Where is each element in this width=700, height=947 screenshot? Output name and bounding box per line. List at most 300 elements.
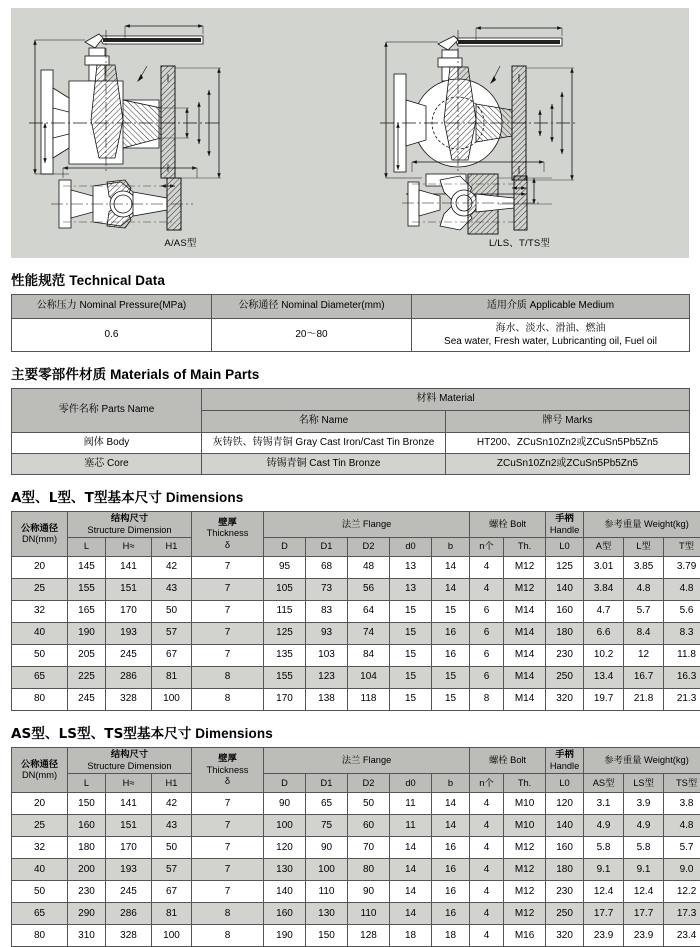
cell-n: 8: [470, 689, 504, 711]
cell-th: M12: [504, 881, 546, 903]
cell-D: 115: [264, 601, 306, 623]
table-row: [12, 433, 690, 454]
cell-H: 193: [106, 859, 152, 881]
cell-b: 15: [432, 689, 470, 711]
drawing-right-l-ls-t-ts: [350, 8, 689, 258]
th-thickness: 壁厚 Thickness δ: [192, 748, 264, 793]
cell-L0: 140: [546, 815, 584, 837]
cell-dn: 20: [12, 793, 68, 815]
cell-L: 160: [68, 815, 106, 837]
cell-L: 290: [68, 903, 106, 925]
cell-H1: 100: [152, 925, 192, 947]
drawing-left-svg: [11, 8, 350, 240]
th-bolt: 螺栓 Bolt: [470, 748, 546, 774]
table-row: [12, 903, 700, 925]
cell-D1: 75: [306, 815, 348, 837]
cell-D: 120: [264, 837, 306, 859]
cell-dn: 80: [12, 689, 68, 711]
th-sub-L0: L0: [546, 538, 584, 557]
th-sub-H: H≈: [106, 774, 152, 793]
cell-D: 90: [264, 793, 306, 815]
cell-dn: 65: [12, 903, 68, 925]
cell-thickness: 7: [192, 859, 264, 881]
cell-weight-2: 16.7: [624, 667, 664, 689]
cell-weight-3: 3.8: [664, 793, 700, 815]
th-sub-weight-t: T型: [664, 538, 700, 557]
cell-n: 4: [470, 925, 504, 947]
cell-n: 4: [470, 881, 504, 903]
drawing-panel: [11, 8, 689, 258]
cell-L: 165: [68, 601, 106, 623]
dimensions-s-body: [12, 793, 700, 947]
cell-D2: 84: [348, 645, 390, 667]
dimensions-s-heading: [11, 722, 700, 742]
cell-b: 15: [432, 601, 470, 623]
cell-D2: 48: [348, 557, 390, 579]
th-sub-H1: H1: [152, 774, 192, 793]
cell-b: 16: [432, 837, 470, 859]
cell-thickness: 8: [192, 903, 264, 925]
cell-weight-1: 4.7: [584, 601, 624, 623]
cell-weight-3: 4.8: [664, 815, 700, 837]
cell-n: 6: [470, 645, 504, 667]
cell-H1: 42: [152, 557, 192, 579]
cell-weight-2: 23.9: [624, 925, 664, 947]
cell-weight-1: 23.9: [584, 925, 624, 947]
cell-thickness: 7: [192, 815, 264, 837]
cell-H: 286: [106, 903, 152, 925]
th-sub-d0: d0: [390, 774, 432, 793]
materials-heading: [11, 363, 700, 383]
th-structure-dimension: 结构尺寸 Structure Dimension: [68, 512, 192, 538]
cell-b: 16: [432, 903, 470, 925]
cell-H: 286: [106, 667, 152, 689]
materials-heading-cn: 主要零部件材质: [11, 367, 106, 383]
cell-thickness: 7: [192, 623, 264, 645]
cell-d0: 15: [390, 623, 432, 645]
technical-data-heading-cn: 性能规范: [11, 273, 65, 289]
table-row: [12, 623, 700, 645]
table-row: [12, 454, 690, 475]
cell-D: 190: [264, 925, 306, 947]
table-row: [12, 645, 700, 667]
cell-weight-1: 6.6: [584, 623, 624, 645]
cell-th: M12: [504, 859, 546, 881]
cell-weight-2: 21.8: [624, 689, 664, 711]
cell-b: 16: [432, 645, 470, 667]
th-thickness: 壁厚 Thickness δ: [192, 512, 264, 557]
drawing-left-a-as: [11, 8, 350, 258]
cell-weight-2: 12.4: [624, 881, 664, 903]
th-material-name: 名称 Name: [202, 411, 446, 433]
cell-th: M14: [504, 667, 546, 689]
table-row: [12, 837, 700, 859]
cell-H: 193: [106, 623, 152, 645]
cell-weight-3: 11.8: [664, 645, 700, 667]
cell-d0: 13: [390, 579, 432, 601]
cell-weight-2: 5.8: [624, 837, 664, 859]
th-sub-d0: d0: [390, 538, 432, 557]
th-parts-name: 零件名称 Parts Name: [12, 389, 202, 433]
th-sub-weight-a: A型: [584, 538, 624, 557]
th-sub-D1: D1: [306, 538, 348, 557]
drawing-right-caption: L/LS、T/TS型: [350, 235, 689, 249]
cell-th: M12: [504, 557, 546, 579]
cell-weight-3: 23.4: [664, 925, 700, 947]
dimensions-s-heading-en: Dimensions: [195, 726, 273, 741]
cell-weight-1: 3.84: [584, 579, 624, 601]
cell-b: 14: [432, 793, 470, 815]
th-flange: 法兰 Flange: [264, 512, 470, 538]
cell-weight-3: 8.3: [664, 623, 700, 645]
th-sub-n: n个: [470, 538, 504, 557]
cell-L0: 180: [546, 859, 584, 881]
table-header-row: [12, 748, 700, 774]
cell-n: 6: [470, 623, 504, 645]
cell-D2: 64: [348, 601, 390, 623]
cell-d0: 15: [390, 689, 432, 711]
th-sub-weight-ls: LS型: [624, 774, 664, 793]
cell-D: 140: [264, 881, 306, 903]
cell-thickness: 7: [192, 601, 264, 623]
cell-b: 16: [432, 859, 470, 881]
cell-weight-2: 9.1: [624, 859, 664, 881]
cell-L0: 125: [546, 557, 584, 579]
cell-dn: 32: [12, 601, 68, 623]
cell-H: 170: [106, 601, 152, 623]
th-weight: 参考重量 Weight(kg): [584, 748, 700, 774]
cell-D1: 100: [306, 859, 348, 881]
cell-L0: 140: [546, 579, 584, 601]
th-handle: 手柄 Handle: [546, 748, 584, 774]
cell-thickness: 7: [192, 793, 264, 815]
cell-H1: 43: [152, 815, 192, 837]
cell-weight-1: 9.1: [584, 859, 624, 881]
cell-L0: 250: [546, 903, 584, 925]
technical-data-heading-en: Technical Data: [69, 273, 165, 288]
cell-part: 塞芯 Core: [12, 454, 202, 475]
th-sub-th: Th.: [504, 538, 546, 557]
cell-b: 14: [432, 815, 470, 837]
th-weight: 参考重量 Weight(kg): [584, 512, 700, 538]
cell-L0: 320: [546, 925, 584, 947]
cell-D: 95: [264, 557, 306, 579]
cell-n: 4: [470, 793, 504, 815]
cell-L: 180: [68, 837, 106, 859]
cell-D1: 110: [306, 881, 348, 903]
cell-D: 125: [264, 623, 306, 645]
th-sub-D: D: [264, 774, 306, 793]
cell-th: M14: [504, 645, 546, 667]
th-sub-th: Th.: [504, 774, 546, 793]
table-row: [12, 881, 700, 903]
cell-D1: 93: [306, 623, 348, 645]
cell-b: 15: [432, 667, 470, 689]
cell-H1: 57: [152, 859, 192, 881]
cell-d0: 11: [390, 815, 432, 837]
cell-H1: 81: [152, 903, 192, 925]
cell-weight-2: 4.9: [624, 815, 664, 837]
cell-H: 245: [106, 881, 152, 903]
th-sub-weight-ts: TS型: [664, 774, 700, 793]
cell-d0: 14: [390, 881, 432, 903]
th-sub-D2: D2: [348, 774, 390, 793]
cell-L: 205: [68, 645, 106, 667]
cell-D: 130: [264, 859, 306, 881]
cell-thickness: 7: [192, 645, 264, 667]
cell-dn: 80: [12, 925, 68, 947]
cell-nominal-pressure: 0.6: [12, 319, 212, 352]
table-row: [12, 579, 700, 601]
cell-weight-3: 21.3: [664, 689, 700, 711]
cell-H1: 67: [152, 645, 192, 667]
table-row: [12, 815, 700, 837]
th-sub-D1: D1: [306, 774, 348, 793]
cell-material-name: 灰铸铁、铸锡青铜 Gray Cast Iron/Cast Tin Bronze: [202, 433, 446, 454]
cell-d0: 15: [390, 667, 432, 689]
cell-d0: 15: [390, 601, 432, 623]
cell-weight-1: 3.1: [584, 793, 624, 815]
cell-H: 328: [106, 925, 152, 947]
cell-d0: 11: [390, 793, 432, 815]
cell-th: M12: [504, 837, 546, 859]
cell-L: 200: [68, 859, 106, 881]
cell-weight-3: 12.2: [664, 881, 700, 903]
cell-L0: 250: [546, 667, 584, 689]
cell-th: M14: [504, 689, 546, 711]
cell-L0: 230: [546, 645, 584, 667]
cell-D2: 104: [348, 667, 390, 689]
cell-H1: 42: [152, 793, 192, 815]
cell-weight-1: 13.4: [584, 667, 624, 689]
cell-L: 310: [68, 925, 106, 947]
cell-H: 141: [106, 557, 152, 579]
cell-L: 245: [68, 689, 106, 711]
cell-b: 16: [432, 623, 470, 645]
cell-weight-2: 3.85: [624, 557, 664, 579]
cell-H1: 50: [152, 601, 192, 623]
cell-D2: 80: [348, 859, 390, 881]
th-sub-H: H≈: [106, 538, 152, 557]
table-header-row: [12, 295, 690, 319]
cell-H: 170: [106, 837, 152, 859]
cell-th: M14: [504, 601, 546, 623]
cell-L0: 160: [546, 837, 584, 859]
table-header-row-sub: [12, 538, 700, 557]
th-nominal-diameter: 公称通径 Nominal Diameter(mm): [212, 295, 412, 319]
cell-d0: 14: [390, 837, 432, 859]
cell-D1: 90: [306, 837, 348, 859]
cell-dn: 25: [12, 579, 68, 601]
cell-d0: 14: [390, 859, 432, 881]
cell-n: 4: [470, 903, 504, 925]
cell-D1: 73: [306, 579, 348, 601]
th-sub-n: n个: [470, 774, 504, 793]
cell-weight-1: 3.01: [584, 557, 624, 579]
cell-n: 4: [470, 579, 504, 601]
th-material: 材料 Material: [202, 389, 690, 411]
cell-D2: 128: [348, 925, 390, 947]
cell-H: 328: [106, 689, 152, 711]
dimensions-s-heading-cn: AS型、LS型、TS型基本尺寸: [11, 726, 191, 742]
cell-H1: 67: [152, 881, 192, 903]
technical-data-table: [11, 294, 690, 352]
cell-n: 4: [470, 859, 504, 881]
cell-weight-3: 3.79: [664, 557, 700, 579]
cell-D: 160: [264, 903, 306, 925]
cell-H1: 43: [152, 579, 192, 601]
cell-D1: 103: [306, 645, 348, 667]
cell-L: 155: [68, 579, 106, 601]
cell-D2: 74: [348, 623, 390, 645]
table-row: [12, 601, 700, 623]
cell-H1: 100: [152, 689, 192, 711]
cell-D2: 118: [348, 689, 390, 711]
cell-th: M10: [504, 793, 546, 815]
cell-D1: 83: [306, 601, 348, 623]
cell-D2: 90: [348, 881, 390, 903]
th-dn: 公称通径 DN(mm): [12, 748, 68, 793]
technical-data-heading: [11, 269, 700, 289]
cell-dn: 25: [12, 815, 68, 837]
cell-thickness: 7: [192, 837, 264, 859]
cell-L0: 180: [546, 623, 584, 645]
cell-D1: 123: [306, 667, 348, 689]
cell-b: 14: [432, 579, 470, 601]
cell-L0: 160: [546, 601, 584, 623]
cell-H1: 81: [152, 667, 192, 689]
cell-H1: 57: [152, 623, 192, 645]
cell-dn: 32: [12, 837, 68, 859]
cell-D1: 150: [306, 925, 348, 947]
cell-weight-1: 4.9: [584, 815, 624, 837]
cell-n: 4: [470, 557, 504, 579]
cell-weight-3: 4.8: [664, 579, 700, 601]
cell-thickness: 7: [192, 579, 264, 601]
cell-weight-1: 5.8: [584, 837, 624, 859]
cell-weight-2: 5.7: [624, 601, 664, 623]
dimensions-alt-heading-cn: A型、L型、T型基本尺寸: [11, 490, 162, 506]
cell-L: 230: [68, 881, 106, 903]
cell-weight-1: 10.2: [584, 645, 624, 667]
cell-thickness: 7: [192, 881, 264, 903]
cell-b: 14: [432, 557, 470, 579]
cell-weight-2: 12: [624, 645, 664, 667]
table-row: [12, 319, 690, 352]
table-row: [12, 557, 700, 579]
cell-weight-2: 17.7: [624, 903, 664, 925]
cell-nominal-diameter: 20～80: [212, 319, 412, 352]
dimensions-s-table: [11, 747, 700, 947]
cell-H1: 50: [152, 837, 192, 859]
th-flange: 法兰 Flange: [264, 748, 470, 774]
cell-D2: 70: [348, 837, 390, 859]
dimensions-alt-heading-en: Dimensions: [166, 490, 244, 505]
cell-H: 245: [106, 645, 152, 667]
table-header-row: [12, 512, 700, 538]
cell-th: M16: [504, 925, 546, 947]
cell-thickness: 7: [192, 557, 264, 579]
dimensions-alt-body: [12, 557, 700, 711]
cell-weight-2: 3.9: [624, 793, 664, 815]
cell-th: M12: [504, 579, 546, 601]
cell-b: 18: [432, 925, 470, 947]
cell-D2: 50: [348, 793, 390, 815]
th-bolt: 螺栓 Bolt: [470, 512, 546, 538]
cell-weight-3: 5.7: [664, 837, 700, 859]
table-row: [12, 667, 700, 689]
cell-n: 6: [470, 667, 504, 689]
cell-material-marks: ZCuSn10Zn2或ZCuSn5Pb5Zn5: [446, 454, 690, 475]
th-nominal-pressure: 公称压力 Nominal Pressure(MPa): [12, 295, 212, 319]
cell-material-name: 铸锡青铜 Cast Tin Bronze: [202, 454, 446, 475]
cell-thickness: 8: [192, 667, 264, 689]
drawing-left-caption: A/AS型: [11, 235, 350, 249]
th-handle: 手柄 Handle: [546, 512, 584, 538]
materials-heading-en: Materials of Main Parts: [110, 367, 259, 382]
cell-n: 6: [470, 601, 504, 623]
cell-th: M12: [504, 903, 546, 925]
cell-dn: 20: [12, 557, 68, 579]
medium-en: Sea water, Fresh water, Lubricanting oil, Fuel oil: [413, 335, 688, 349]
cell-weight-2: 4.8: [624, 579, 664, 601]
medium-cn: 海水、淡水、滑油、燃油: [413, 322, 688, 336]
cell-L0: 320: [546, 689, 584, 711]
th-sub-weight-as: AS型: [584, 774, 624, 793]
cell-D: 105: [264, 579, 306, 601]
cell-L: 150: [68, 793, 106, 815]
th-sub-D2: D2: [348, 538, 390, 557]
cell-dn: 50: [12, 881, 68, 903]
th-sub-b: b: [432, 538, 470, 557]
cell-d0: 13: [390, 557, 432, 579]
cell-D: 155: [264, 667, 306, 689]
cell-weight-2: 8.4: [624, 623, 664, 645]
cell-thickness: 8: [192, 689, 264, 711]
table-row: [12, 689, 700, 711]
th-sub-D: D: [264, 538, 306, 557]
cell-d0: 18: [390, 925, 432, 947]
th-dn: 公称通径 DN(mm): [12, 512, 68, 557]
cell-dn: 50: [12, 645, 68, 667]
cell-th: M14: [504, 623, 546, 645]
cell-weight-3: 9.0: [664, 859, 700, 881]
cell-weight-3: 17.3: [664, 903, 700, 925]
cell-th: M10: [504, 815, 546, 837]
cell-L: 225: [68, 667, 106, 689]
cell-weight-3: 16.3: [664, 667, 700, 689]
cell-D1: 130: [306, 903, 348, 925]
cell-dn: 65: [12, 667, 68, 689]
th-sub-H1: H1: [152, 538, 192, 557]
cell-L: 145: [68, 557, 106, 579]
cell-H: 141: [106, 793, 152, 815]
cell-D1: 138: [306, 689, 348, 711]
cell-D: 100: [264, 815, 306, 837]
th-sub-L: L: [68, 538, 106, 557]
cell-H: 151: [106, 579, 152, 601]
cell-L: 190: [68, 623, 106, 645]
th-sub-L0: L0: [546, 774, 584, 793]
cell-d0: 14: [390, 903, 432, 925]
cell-D: 170: [264, 689, 306, 711]
cell-dn: 40: [12, 623, 68, 645]
cell-part: 阀体 Body: [12, 433, 202, 454]
cell-n: 4: [470, 815, 504, 837]
th-material-marks: 牌号 Marks: [446, 411, 690, 433]
cell-weight-1: 12.4: [584, 881, 624, 903]
cell-L0: 120: [546, 793, 584, 815]
